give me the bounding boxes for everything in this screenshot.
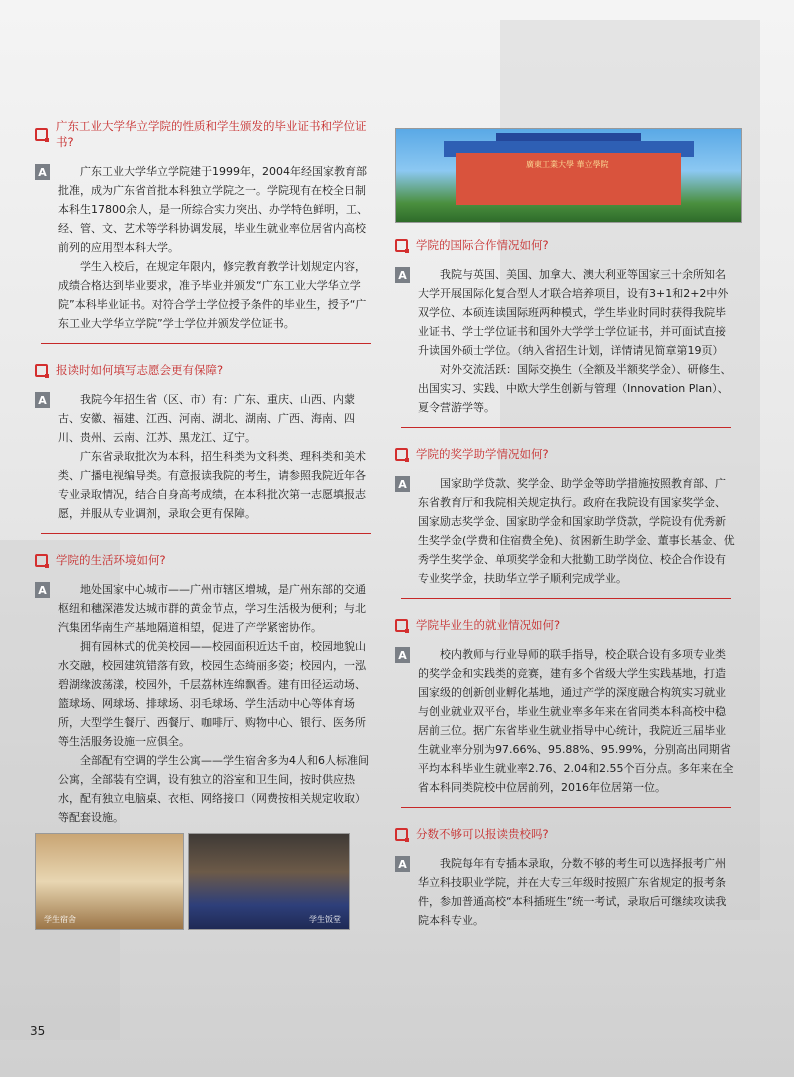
answer-paragraph: 我院与英国、美国、加拿大、澳大利亚等国家三十余所知名大学开展国际化复合型人才联合培养项目，设有3+1和2+2中外双学位、本硕连读国际班两种模式，学生毕业时同时获得我院毕业证书、学士学位证书和国外大学学士学位证书，并可面试直接升读国外硕士学位。（纳入省招生计划，详情请见简章第19页） xyxy=(418,268,729,357)
question-icon xyxy=(35,128,48,141)
answer-paragraph: 全部配有空调的学生公寓——学生宿舍多为4人和6人标准间公寓，全部装有空调，设有独立的浴室和卫生间，按时供应热水，配有独立电脑桌、衣柜、网络接口（网费按相关规定收取）等配套设施。 xyxy=(58,754,369,824)
answer-text xyxy=(418,474,735,588)
answer-icon: A xyxy=(35,392,50,408)
question-row xyxy=(35,552,375,568)
qa-section-application xyxy=(35,362,375,534)
answer-paragraph: 地处国家中心城市——广州市辖区增城，是广州东部的交通枢纽和穗深港发达城市群的黄金节点，学习生活极为便利；与北汽集团华南生产基地隔道相望，促进了产学紧密协作。 xyxy=(58,583,366,634)
question-text: 学院毕业生的就业情况如何? xyxy=(416,618,561,632)
left-column xyxy=(35,118,375,948)
answer-text xyxy=(58,580,375,827)
answer-icon: A xyxy=(395,647,410,663)
question-icon xyxy=(35,364,48,377)
question-text: 学院的国际合作情况如何? xyxy=(416,238,549,252)
answer-paragraph: 我院今年招生省（区、市）有：广东、重庆、山西、内蒙古、安徽、福建、江西、河南、湖北、湖南、广西、海南、四川、贵州、云南、江苏、黑龙江、辽宁。 xyxy=(58,393,355,444)
right-column xyxy=(395,128,735,948)
question-row xyxy=(35,118,375,150)
page-number: 35 xyxy=(30,1024,46,1038)
answer-icon: A xyxy=(35,582,50,598)
answer-text xyxy=(58,390,375,523)
question-icon xyxy=(395,448,408,461)
question-icon xyxy=(395,828,408,841)
answer-text xyxy=(418,265,735,417)
divider xyxy=(41,533,371,534)
qa-section-scholarship xyxy=(395,446,735,599)
qa-section-international xyxy=(395,237,735,428)
answer-paragraph: 广东省录取批次为本科，招生科类为文科类、理科类和美术类、广播电视编导类。有意报读我院的考生，请参照我院近年各专业录取情况，结合自身高考成绩，在本科批次第一志愿填报志愿，并服从专业调剂，录取会更有保障。 xyxy=(58,450,366,520)
question-row xyxy=(395,617,735,633)
answer-icon: A xyxy=(395,856,410,872)
question-text: 学院的奖学助学情况如何? xyxy=(416,447,549,461)
divider xyxy=(401,598,731,599)
answer-paragraph: 学生入校后，在规定年限内，修完教育教学计划规定内容，成绩合格达到毕业要求，准予毕业并颁发“广东工业大学华立学院”本科毕业证书。对符合学士学位授予条件的毕业生，授予“广东工业大学华立学院”学士学位并颁发学位证书。 xyxy=(58,260,367,330)
photo-caption: 学生饭堂 xyxy=(309,915,341,924)
answer-icon: A xyxy=(395,476,410,492)
answer-block xyxy=(395,474,735,588)
question-text: 广东工业大学华立学院的性质和学生颁发的毕业证书和学位证书? xyxy=(56,119,367,149)
gate-sign: 廣東工業大學 華立學院 xyxy=(526,160,609,169)
answer-paragraph: 拥有园林式的优美校园——校园面积近达千亩，校园地貌山水交融，校园建筑错落有致，校园生态绮丽多姿；校园内，一泓碧湖缘波荡漾，校园外，千层荔林连绵飘香。建有田径运动场、篮球场、网球场、排球场、羽毛球场、学生活动中心等体育场所，大型学生餐厅、西餐厅、咖啡厅、购物中心、银行、医务所等生活服务设施一应俱全。 xyxy=(58,640,366,748)
qa-section-low-score xyxy=(395,826,735,930)
qa-section-employment xyxy=(395,617,735,808)
question-row xyxy=(35,362,375,378)
question-text: 报读时如何填写志愿会更有保障? xyxy=(56,363,224,377)
answer-paragraph: 对外交流活跃：国际交换生（全额及半额奖学金）、研修生、出国实习、实践、中欧大学生创新与管理（Innovation Plan）、夏令营游学等。 xyxy=(418,363,732,414)
answer-paragraph: 校内教师与行业导师的联手指导，校企联合设有多项专业类的奖学金和实践类的竞赛，建有多个省级大学生实践基地，打造国家级的创新创业孵化基地，通过产学的深度融合构筑实习就业与创业就业双平台，毕业生就业率多年来在省同类本科高校中稳居前三位。据广东省毕业生就业指导中心统计，我院近三届毕业生就业率分别为97.66%、95.88%、95.99%，分别高出同期省平均本科毕业生就业率2.76、2.04和2.55个百分点。多年来在全省本科同类院校中位居前列，2016年位居第一位。 xyxy=(418,648,734,794)
divider xyxy=(401,807,731,808)
qa-section-environment xyxy=(35,552,375,930)
answer-text xyxy=(418,854,735,930)
question-row xyxy=(395,237,735,253)
answer-block xyxy=(395,645,735,797)
answer-paragraph: 我院每年有专插本录取，分数不够的考生可以选择报考广州华立科技职业学院，并在大专三年级时按照广东省规定的报考条件，参加普通高校“本科插班生”统一考试，录取后可继续攻读我院本科专业。 xyxy=(418,857,727,927)
question-text: 分数不够可以报读贵校吗? xyxy=(416,827,549,841)
question-icon xyxy=(395,239,408,252)
answer-text xyxy=(418,645,735,797)
answer-paragraph: 国家助学贷款、奖学金、助学金等助学措施按照教育部、广东省教育厅和我院相关规定执行。政府在我院设有国家奖学金、国家励志奖学金、国家助学金和国家助学贷款，学院设有优秀新生奖学金(学费和住宿费全免)、贫困新生助学金、董事长基金、优秀学生奖学金、单项奖学金和大批勤工助学岗位、校企合作设有专业奖学金，扶助华立学子顺利完成学业。 xyxy=(418,477,735,585)
answer-block xyxy=(35,580,375,827)
dorm-photo xyxy=(35,833,184,930)
question-text: 学院的生活环境如何? xyxy=(56,553,166,567)
divider xyxy=(41,343,371,344)
answer-block xyxy=(395,854,735,930)
question-row xyxy=(395,826,735,842)
question-row xyxy=(395,446,735,462)
canteen-photo xyxy=(188,833,350,930)
answer-icon: A xyxy=(35,164,50,180)
qa-section-nature xyxy=(35,118,375,344)
divider xyxy=(401,427,731,428)
answer-text xyxy=(58,162,375,333)
campus-gate-photo xyxy=(395,128,742,223)
question-icon xyxy=(395,619,408,632)
answer-block xyxy=(35,390,375,523)
photo-caption: 学生宿舍 xyxy=(44,915,76,924)
question-icon xyxy=(35,554,48,567)
answer-block xyxy=(35,162,375,333)
answer-block xyxy=(395,265,735,417)
photo-row xyxy=(35,833,375,930)
answer-icon: A xyxy=(395,267,410,283)
answer-paragraph: 广东工业大学华立学院建于1999年，2004年经国家教育部批准，成为广东省首批本科独立学院之一。学院现有在校全日制本科生17800余人，是一所综合实力突出、办学特色鲜明，工、经、管、文、艺术等学科协调发展，毕业生就业率位居省内高校前列的应用型本科大学。 xyxy=(58,165,368,254)
